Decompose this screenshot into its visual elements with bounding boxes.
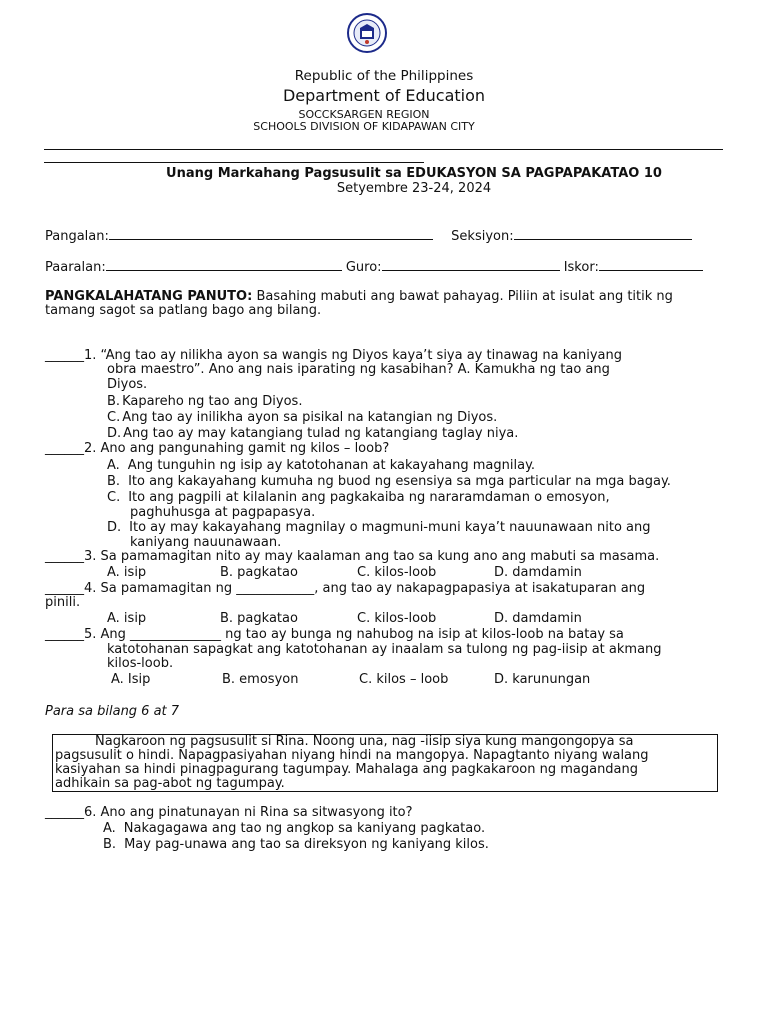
q6-option-b-letter: B. (103, 837, 117, 852)
q1-stem-3: Diyos. (107, 377, 148, 392)
q5-option-b: B. emosyon (222, 672, 299, 687)
q5-stem-3: kilos-loob. (107, 656, 174, 671)
q1-option-b-letter: B. (107, 394, 121, 409)
q1-stem-2: obra maestro”. Ano ang nais iparating ng kasabihan? A. Kamukha ng tao ang (107, 362, 610, 377)
passage-line-1: Nagkaroon ng pagsusulit si Rina. Noong una, nag -iisip siya kung mangongopya sa (95, 734, 634, 749)
passage-line-4: adhikain sa pag-abot ng tagumpay. (55, 776, 285, 791)
q1-option-c-text: Ang tao ay inilikha ayon sa pisikal na katangian ng Diyos. (122, 410, 498, 425)
q2-option-d-letter: D. (107, 520, 122, 535)
instructions-label: PANGKALAHATANG PANUTO: (45, 289, 253, 304)
q2-option-c-letter: C. (107, 490, 121, 505)
q6-option-a (103, 821, 485, 836)
school-label: Paaralan: (45, 260, 106, 275)
name-row (45, 227, 692, 244)
q6-stem: ______6. Ano ang pinatunayan ni Rina sa sitwasyong ito? (45, 805, 413, 820)
q6-option-b-text: May pag-unawa ang tao sa direksyon ng kaniyang kilos. (124, 837, 489, 852)
q5-option-c: C. kilos – loob (359, 672, 449, 687)
q2-option-c-text-2: paghuhusga at pagpapasya. (130, 505, 316, 520)
division-label: SCHOOLS DIVISION OF KIDAPAWAN CITY (253, 120, 475, 133)
q3-option-b: B. pagkatao (220, 565, 298, 580)
q5-stem-1: ______5. Ang ______________ ng tao ay bunga ng nahubog na isip at kilos-loob na batay sa (45, 627, 624, 642)
q4-option-c: C. kilos-loob (357, 611, 437, 626)
q2-option-a-letter: A. (107, 458, 120, 473)
q3-stem: ______3. Sa pamamagitan nito ay may kaalaman ang tao sa kung ano ang mabuti sa masama. (45, 549, 660, 564)
q2-option-d-text-2: kaniyang nauunawaan. (130, 535, 282, 550)
score-label: Iskor: (563, 260, 599, 275)
q2-option-c-text-1: Ito ang pagpili at kilalanin ang pagkakaiba ng nararamdaman o emosyon, (128, 490, 610, 505)
q4-stem-2: pinili. (45, 595, 81, 610)
q2-option-b (107, 474, 671, 489)
q2-option-d (107, 520, 650, 535)
q6-option-a-text: Nakagagawa ang tao ng angkop sa kaniyang pagkatao. (123, 821, 486, 836)
department-label: Department of Education (282, 86, 486, 105)
q2-option-d-text-1: Ito ay may kakayahang magnilay o magmuni-muni kaya’t nauunawaan nito ang (129, 520, 651, 535)
q1-stem-1: ______1. “Ang tao ay nilikha ayon sa wangis ng Diyos kaya’t siya ay tinawag na kaniyang (45, 348, 623, 363)
instructions-line-1 (45, 289, 673, 304)
name-label: Pangalan: (45, 229, 109, 244)
q2-option-b-letter: B. (107, 474, 121, 489)
passage-line-3: kasiyahan sa hindi pinagpagurang tagumpay. Mahalaga ang pagkakaroon ng magandang (55, 762, 639, 777)
header-subdivider (44, 162, 424, 163)
q1-option-b-text: Kapareho ng tao ang Diyos. (122, 394, 303, 409)
exam-date: Setyembre 23-24, 2024 (336, 181, 492, 196)
q1-option-c-letter: C. (107, 410, 121, 425)
instructions-text-2: tamang sagot sa patlang bago ang bilang. (45, 303, 322, 318)
q4-option-d: D. damdamin (494, 611, 582, 626)
q4-option-b: B. pagkatao (220, 611, 298, 626)
q2-option-a-text: Ang tunguhin ng isip ay katotohanan at kakayahang magnilay. (127, 458, 536, 473)
q1-option-c (107, 410, 497, 425)
school-field[interactable] (106, 258, 342, 271)
q2-stem: ______2. Ano ang pangunahing gamit ng kilos – loob? (45, 441, 390, 456)
teacher-field[interactable] (382, 258, 560, 271)
q2-option-a (107, 458, 535, 473)
q3-option-d: D. damdamin (494, 565, 582, 580)
q5-option-d: D. karunungan (494, 672, 591, 687)
q6-option-b (103, 837, 489, 852)
q1-option-b (107, 394, 302, 409)
q1-option-d-letter: D. (107, 426, 122, 441)
passage-line-2: pagsusulit o hindi. Napagpasiyahan niyang hindi na mangopya. Napagtanto niyang walang (55, 748, 649, 763)
name-field[interactable] (109, 227, 433, 240)
q6-option-a-letter: A. (103, 821, 116, 836)
deped-seal (340, 12, 394, 54)
region-label: SOCCKSARGEN REGION (298, 108, 430, 121)
exam-title: Unang Markahang Pagsusulit sa EDUKASYON SA PAGPAPAKATAO 10 (166, 166, 662, 181)
q2-option-b-text: Ito ang kakayahang kumuha ng buod ng esensiya sa mga particular na mga bagay. (128, 474, 671, 489)
q4-option-a: A. isip (107, 611, 147, 626)
school-row (45, 258, 703, 275)
q2-option-c (107, 490, 610, 505)
q5-stem-2: katotohanan sapagkat ang katotohanan ay inaalam sa tulong ng pag-iisip at akmang (107, 642, 662, 657)
republic-label: Republic of the Philippines (294, 68, 474, 84)
section-label: Seksiyon: (451, 229, 514, 244)
q1-option-d-text: Ang tao ay may katangiang tulad ng katangiang taglay niya. (123, 426, 519, 441)
q4-stem-1: ______4. Sa pamamagitan ng ____________, ang tao ay nakapagpapasiya at isakatuparan ang (45, 581, 646, 596)
q3-option-c: C. kilos-loob (357, 565, 437, 580)
q1-option-d (107, 426, 518, 441)
q5-option-a: A. Isip (111, 672, 151, 687)
teacher-label: Guro: (345, 260, 382, 275)
score-field[interactable] (599, 258, 703, 271)
instructions-text-1: Basahing mabuti ang bawat pahayag. Piliin at isulat ang titik ng (252, 289, 673, 304)
section-field[interactable] (514, 227, 692, 240)
q3-option-a: A. isip (107, 565, 147, 580)
passage-box (52, 734, 718, 792)
passage-heading: Para sa bilang 6 at 7 (45, 704, 180, 719)
header-divider (44, 149, 723, 150)
